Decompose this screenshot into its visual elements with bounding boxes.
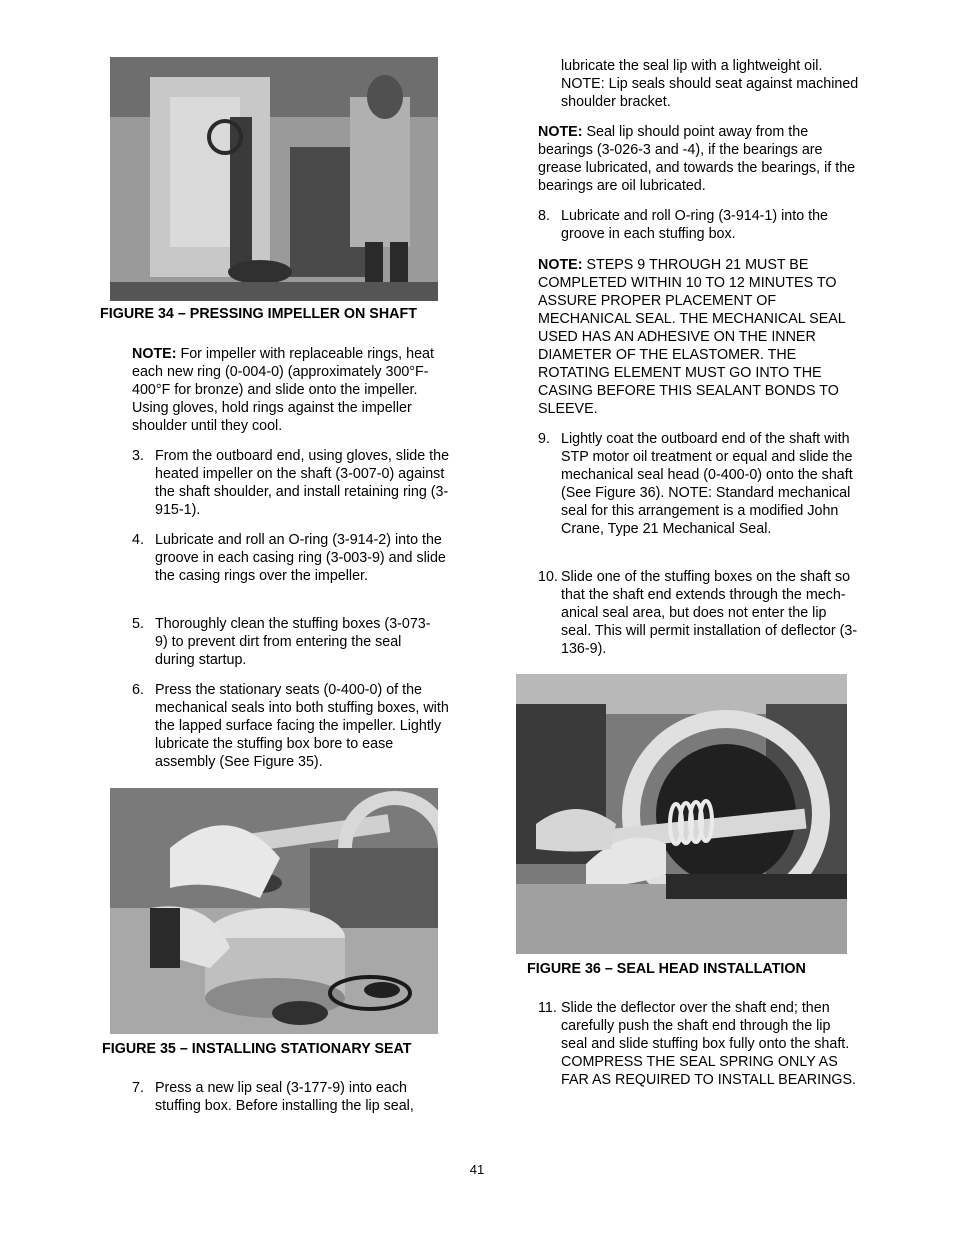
note-label: NOTE: (132, 346, 177, 362)
step-text: Thoroughly clean the stuffing boxes (3-073-9) to prevent dirt from entering the seal during startup. (155, 616, 431, 668)
note-text: STEPS 9 THROUGH 21 MUST BE COMPLETED WITHIN 10 TO 12 MINUTES TO ASSURE PROPER PLACEMENT OF MECHANICAL SEAL. THE MECHANICAL SEAL USED HAS AN ADHESIVE ON THE INNER DIAMETER OF THE ELASTOMER. THE ROTATING ELEMENT MUST GO INTO THE CASING BEFORE THIS SEALANT BONDS TO SLEEVE. (538, 257, 846, 417)
step-number: 4. (132, 532, 144, 548)
step-number: 10. (538, 569, 558, 585)
figure-34-caption: FIGURE 34 – PRESSING IMPELLER ON SHAFT (100, 306, 417, 322)
step-text: Press a new lip seal (3-177-9) into each stuffing box. Before installing the lip seal, (155, 1080, 414, 1114)
step-text: Lubricate and roll an O-ring (3-914-2) into the groove in each casing ring (3-003-9) and slide the casing rings over the impeller. (155, 532, 446, 584)
note-label: NOTE: (538, 124, 583, 140)
note-seal-lip (538, 123, 858, 195)
note-label: NOTE: (538, 257, 583, 273)
step-number: 6. (132, 682, 144, 698)
figure-36-photo (516, 674, 847, 954)
step-text: From the outboard end, using gloves, slide the heated impeller on the shaft (3-007-0) against the shaft shoulder, and install retaining ring (3-915-1). (155, 448, 450, 518)
step-number: 8. (538, 208, 550, 224)
step-text: Press the stationary seats (0-400-0) of the mechanical seals into both stuffing boxes, with the lapped surface facing the impeller. Lightly lubricate the stuffing box bore to ease assembly (See Figure 35). (155, 682, 449, 770)
step-text: Lightly coat the outboard end of the shaft with STP motor oil treatment or equal and slide the mechanical seal head (0-400-0) onto the shaft (See Figure 36). NOTE: Standard mechanical seal for this arrangement is a modified John Crane, Type 21 Mechanical Seal. (561, 431, 853, 537)
page-number: 41 (469, 1162, 485, 1177)
step-7-continued: lubricate the seal lip with a lightweight oil. NOTE: Lip seals should seat against machined shoulder bracket. (561, 58, 859, 110)
step-text: Slide the deflector over the shaft end; then carefully push the shaft end through the lip seal and slide stuffing box fully onto the shaft. COMPRESS THE SEAL SPRING ONLY AS FAR AS REQUIRED TO INSTALL BEARINGS. (561, 1000, 857, 1088)
figure-35-caption: FIGURE 35 – INSTALLING STATIONARY SEAT (102, 1041, 412, 1057)
note-timing (538, 256, 856, 418)
step-number: 9. (538, 431, 550, 447)
step-number: 5. (132, 616, 144, 632)
step-number: 3. (132, 448, 144, 464)
note-impeller-rings (132, 345, 450, 435)
note-text: Seal lip should point away from the bearings (3-026-3 and -4), if the bearings are grease lubricated, and towards the bearings, if the bearings are oil lubricated. (538, 124, 856, 194)
figure-35-photo (110, 788, 438, 1034)
step-number: 7. (132, 1080, 144, 1096)
step-text: Slide one of the stuffing boxes on the shaft so that the shaft end extends through the mech-anical seal area, but does not enter the lip seal. This will permit installation of deflector (3-136-9). (561, 569, 858, 657)
figure-34-photo (110, 57, 438, 301)
step-text: Lubricate and roll O-ring (3-914-1) into the groove in each stuffing box. (561, 208, 829, 242)
figure-36-caption: FIGURE 36 – SEAL HEAD INSTALLATION (527, 961, 806, 977)
step-number: 11. (538, 1000, 557, 1016)
note-text: For impeller with replaceable rings, heat each new ring (0-004-0) (approximately 300°F-400°F for bronze) and slide onto the impeller. Using gloves, hold rings against the impeller shoulder until they cool. (132, 346, 434, 434)
